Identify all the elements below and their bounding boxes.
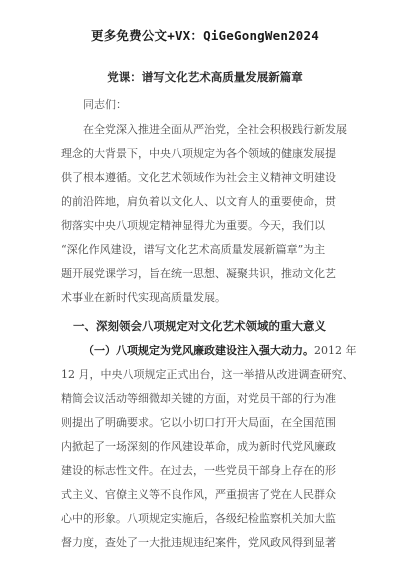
paragraph-line: 彻落实中央八项规定精神显得尤为重要。今天，我们以 xyxy=(61,219,325,232)
subsection-heading: （一）八项规定为党风廉政建设注入强大动力。 xyxy=(83,344,314,357)
subsection-first-line xyxy=(83,342,357,358)
paragraph-line: 的前沿阵地，肩负着以文化人、以文育人的重要使命，贯 xyxy=(61,195,336,208)
paragraph-line: 12 月，中央八项规定正式出台，这一举措从改进调查研究、 xyxy=(61,368,354,381)
paragraph-line: 题开展党课学习，旨在统一思想、凝聚共识，推动文化艺 xyxy=(61,267,336,280)
watermark-header: 更多免费公文+VX：QiGeGongWen2024 xyxy=(91,28,319,43)
paragraph-line: 理念的大背景下，中央八项规定为各个领域的健康发展提 xyxy=(61,147,336,160)
paragraph-line: 心中的形象。八项规定实施后，各级纪检监察机关加大监 xyxy=(61,512,336,525)
paragraph-line: 则提出了明确要求。它以小切口打开大局面，在全国范围 xyxy=(61,416,336,429)
paragraph-line: “深化作风建设，谱写文化艺术高质量发展新篇章”为主 xyxy=(61,243,326,256)
paragraph-line: 式主义、官僚主义等不良作风，严重损害了党在人民群众 xyxy=(61,488,336,501)
section-heading: 一、深刻领会八项规定对文化艺术领域的重大意义 xyxy=(73,319,326,333)
paragraph-line: 内掀起了一场深刻的作风建设革命，成为新时代党风廉政 xyxy=(61,440,336,453)
paragraph-line: 供了根本遵循。文化艺术领域作为社会主义精神文明建设 xyxy=(61,171,336,184)
paragraph-line: 建设的标志性文件。在过去，一些党员干部身上存在的形 xyxy=(61,464,336,477)
subsection-first-line-text: 2012 年 xyxy=(314,344,357,357)
paragraph-line: 在全党深入推进全面从严治党，全社会积极践行新发展 xyxy=(83,123,347,136)
greeting: 同志们： xyxy=(83,98,127,111)
paragraph-line: 术事业在新时代实现高质量发展。 xyxy=(61,291,226,304)
paragraph-line: 精简会议活动等细微却关键的方面，对党员干部的行为准 xyxy=(61,392,336,405)
document-title: 党课：谱写文化艺术高质量发展新篇章 xyxy=(107,70,303,84)
paragraph-line: 督力度，查处了一大批违规违纪案件，党风政风得到显著 xyxy=(61,536,336,549)
